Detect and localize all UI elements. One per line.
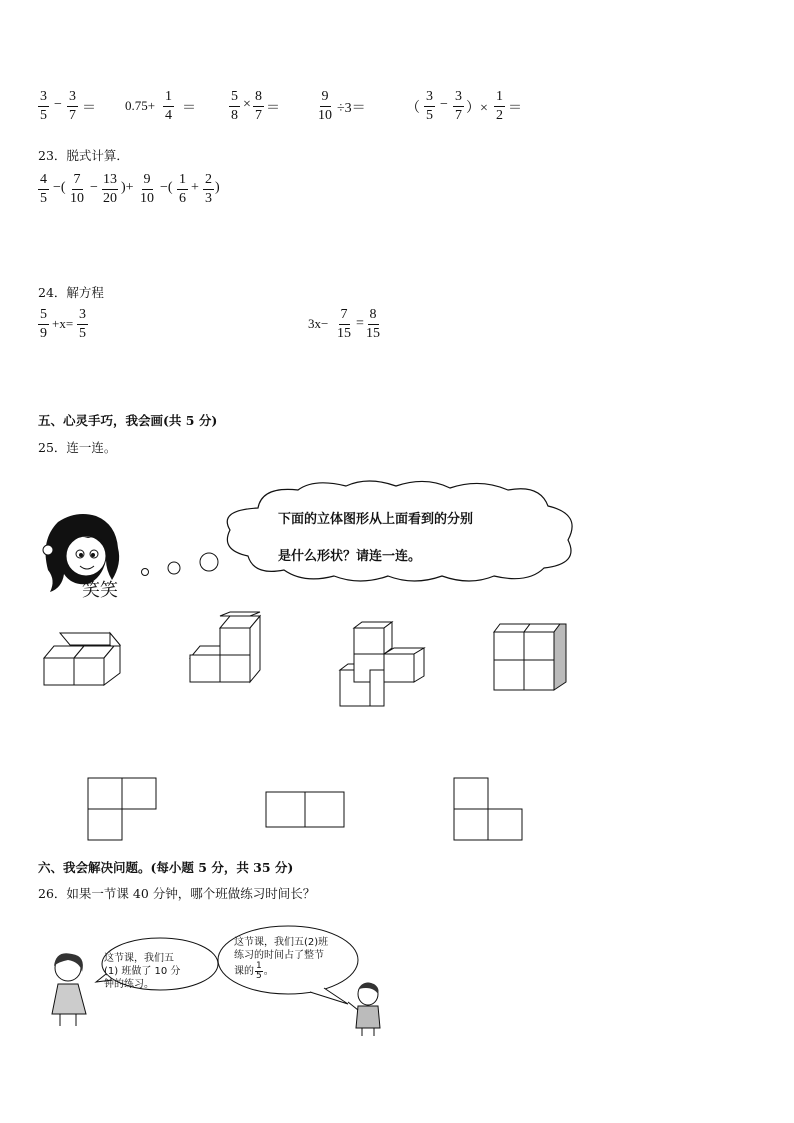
bubble-line — [234, 962, 328, 981]
term: 3x− — [308, 316, 329, 331]
fraction: $\frac{1}{4}$ — [165, 89, 172, 123]
fraction: $\frac{8}{7}$ — [255, 89, 262, 123]
operator: × — [243, 97, 251, 112]
fraction: $\frac{1}{2}$ — [496, 89, 503, 123]
solid-figure-4 — [490, 620, 570, 694]
solid-figure-1 — [40, 628, 130, 692]
fraction: $\frac{4}{5}$ — [40, 172, 47, 206]
paren: （ — [406, 101, 420, 116]
fraction: $\frac{9}{10}$ — [140, 172, 154, 206]
bubble-line: 钟的练习。 — [104, 979, 154, 990]
character-name-label: 笑笑 — [82, 580, 118, 601]
fraction: $\frac{2}{3}$ — [205, 172, 212, 206]
fraction: $\frac{7}{15}$ — [337, 307, 351, 341]
top-view-2 — [264, 790, 348, 830]
fraction: $\frac{5}{9}$ — [40, 307, 47, 341]
term: ÷3＝ — [337, 101, 366, 116]
boy-figure-illustration — [344, 980, 388, 1036]
section6-title: 六、我会解决问题。(每小题 5 分，共 35 分) — [38, 860, 294, 875]
equals-sign: ＝ — [508, 101, 522, 116]
fraction: $\frac{7}{10}$ — [70, 172, 84, 206]
bubble-line-text: 课的 — [234, 966, 254, 977]
bubble-line-end: 。 — [263, 966, 274, 977]
fraction: $\frac{3}{5}$ — [426, 89, 433, 123]
thought-cloud-bubble — [218, 478, 582, 584]
right-bubble-text — [234, 936, 328, 981]
bubble-line-2: 是什么形状？请连一连。 — [278, 549, 422, 564]
girl-figure-illustration — [46, 950, 96, 1030]
bubble-line: (1) 班做了 10 分 — [104, 966, 181, 977]
term: 0.75+ — [125, 98, 156, 113]
q24-title: 24．解方程 — [38, 285, 104, 300]
section5-title: 五、心灵手巧，我会画(共 5 分) — [38, 413, 218, 428]
solid-figure-2 — [186, 612, 266, 688]
operator: − — [54, 97, 62, 112]
thought-dots — [140, 550, 220, 580]
fraction-denominator: 5 — [256, 971, 262, 981]
fraction: $\frac{3}{7}$ — [455, 89, 462, 123]
equals-sign: ＝ — [266, 101, 280, 116]
top-view-3 — [452, 776, 526, 842]
left-bubble-text — [104, 952, 180, 991]
operator: )+ — [121, 180, 134, 195]
fraction: $\frac{9}{10}$ — [318, 89, 332, 123]
fraction: $\frac{5}{8}$ — [231, 89, 238, 123]
fraction: $\frac{3}{5}$ — [79, 307, 86, 341]
q23-title: 23．脱式计算． — [38, 148, 129, 163]
q26-title: 26．如果一节课 40 分钟，哪个班做练习时间长？ — [38, 886, 316, 901]
top-view-1 — [86, 776, 158, 842]
term: +x= — [52, 316, 74, 331]
operator: −( — [160, 180, 173, 195]
bubble-line: 练习的时间占了整节 — [234, 950, 324, 961]
operator: − — [440, 97, 448, 112]
equals-sign: ＝ — [82, 101, 96, 116]
paren: ) — [215, 180, 220, 195]
equals-sign: ＝ — [182, 101, 196, 116]
operator: −( — [53, 180, 66, 195]
q25-title: 25．连一连。 — [38, 440, 117, 455]
equals-sign: = — [356, 316, 364, 331]
solid-figure-3 — [338, 620, 430, 710]
fraction: $\frac{1}{6}$ — [179, 172, 186, 206]
operator: − — [90, 180, 98, 195]
fraction: $\frac{13}{20}$ — [103, 172, 117, 206]
operator: + — [191, 180, 199, 195]
bubble-line: 这节课，我们五 — [104, 953, 174, 964]
bubble-line-1: 下面的立体图形从上面看到的分别 — [278, 512, 474, 527]
fraction: $\frac{3}{5}$ — [40, 89, 47, 123]
fraction: $\frac{3}{7}$ — [69, 89, 76, 123]
fraction — [255, 962, 263, 981]
paren: ）× — [466, 101, 488, 116]
fraction: $\frac{8}{15}$ — [366, 307, 380, 341]
bubble-line: 这节课，我们五(2)班 — [234, 937, 329, 948]
fraction-numerator: 1 — [256, 961, 262, 971]
